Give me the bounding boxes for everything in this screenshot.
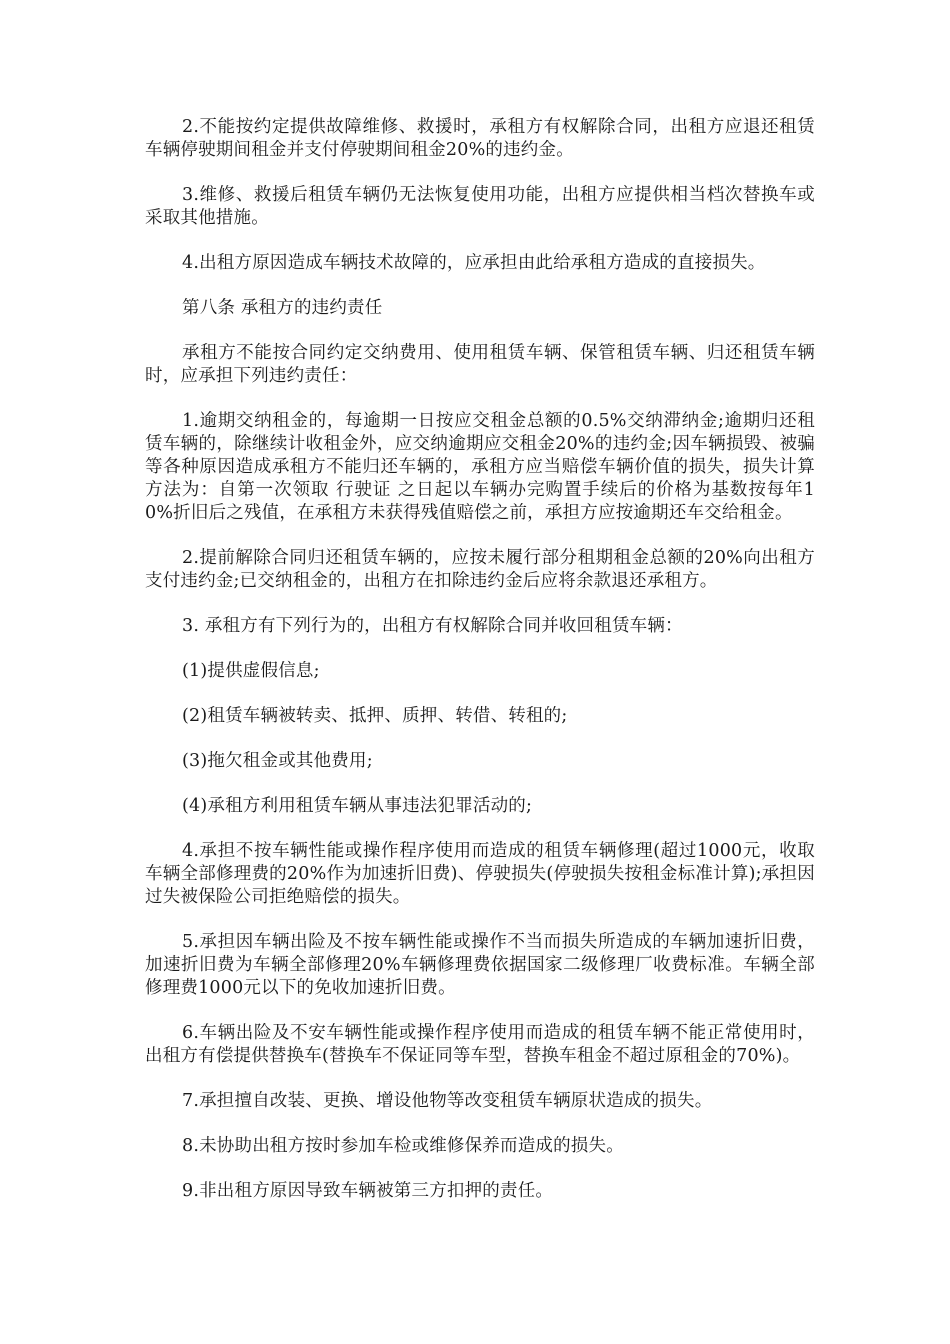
- paragraph-7-2: 2.不能按约定提供故障维修、救援时，承租方有权解除合同，出租方应退还租赁车辆停驶期间租金并支付停驶期间租金20%的违约金。: [145, 117, 815, 160]
- document-body: [145, 116, 815, 1225]
- paragraph-8-6: 6.车辆出险及不安车辆性能或操作程序使用而造成的租赁车辆不能正常使用时，出租方有偿提供替换车(替换车不保证同等车型，替换车租金不超过原租金的70%)。: [145, 1023, 815, 1066]
- paragraph-8-intro: 承租方不能按合同约定交纳费用、使用租赁车辆、保管租赁车辆、归还租赁车辆时，应承担下列违约责任：: [145, 343, 815, 386]
- paragraph-8-8: 8.未协助出租方按时参加车检或维修保养而造成的损失。: [182, 1136, 624, 1156]
- list-item-4: (4)承租方利用租赁车辆从事违法犯罪活动的;: [182, 796, 533, 816]
- paragraph-8-2: 2.提前解除合同归还租赁车辆的，应按未履行部分租期租金总额的20%向出租方支付违约金;已交纳租金的，出租方在扣除违约金后应将余款退还承租方。: [145, 548, 815, 591]
- paragraph-8-4: 4.承担不按车辆性能或操作程序使用而造成的租赁车辆修理(超过1000元，收取车辆全部修理费的20%作为加速折旧费)、停驶损失(停驶损失按租金标准计算);承担因过失被保险公司拒绝赔偿的损失。: [145, 841, 815, 907]
- paragraph-7-3: 3.维修、救援后租赁车辆仍无法恢复使用功能，出租方应提供相当档次替换车或采取其他措施。: [145, 185, 815, 228]
- paragraph-8-7: 7.承担擅自改装、更换、增设他物等改变租赁车辆原状造成的损失。: [182, 1091, 713, 1111]
- section-heading-article-8: 第八条 承租方的违约责任: [182, 298, 383, 318]
- paragraph-7-4: 4.出租方原因造成车辆技术故障的，应承担由此给承租方造成的直接损失。: [182, 253, 766, 273]
- paragraph-8-9: 9.非出租方原因导致车辆被第三方扣押的责任。: [182, 1181, 554, 1201]
- paragraph-8-5: 5.承担因车辆出险及不按车辆性能或操作不当而损失所造成的车辆加速折旧费，加速折旧费为车辆全部修理20%车辆修理费依据国家二级修理厂收费标准。车辆全部修理费1000元以下的免收加速折旧费。: [145, 932, 815, 998]
- list-item-2: (2)租赁车辆被转卖、抵押、质押、转借、转租的;: [182, 706, 568, 726]
- list-item-1: (1)提供虚假信息;: [182, 661, 320, 681]
- list-item-3: (3)拖欠租金或其他费用;: [182, 751, 373, 771]
- paragraph-8-1: 1.逾期交纳租金的，每逾期一日按应交租金总额的0.5%交纳滞纳金;逾期归还租赁车辆的，除继续计收租金外，应交纳逾期应交租金20%的违约金;因车辆损毁、被骗等各种原因造成承租方不能归还车辆的，承租方应当赔偿车辆价值的损失，损失计算方法为：自第一次领取 行驶证 之日起以车辆办完购置手续后的价格为基数按每年10%折旧后之残值，在承租方未获得残值赔偿之前，承担方应按逾期还车交给租金。: [145, 411, 815, 523]
- paragraph-8-3: 3. 承租方有下列行为的，出租方有权解除合同并收回租赁车辆：: [182, 616, 683, 636]
